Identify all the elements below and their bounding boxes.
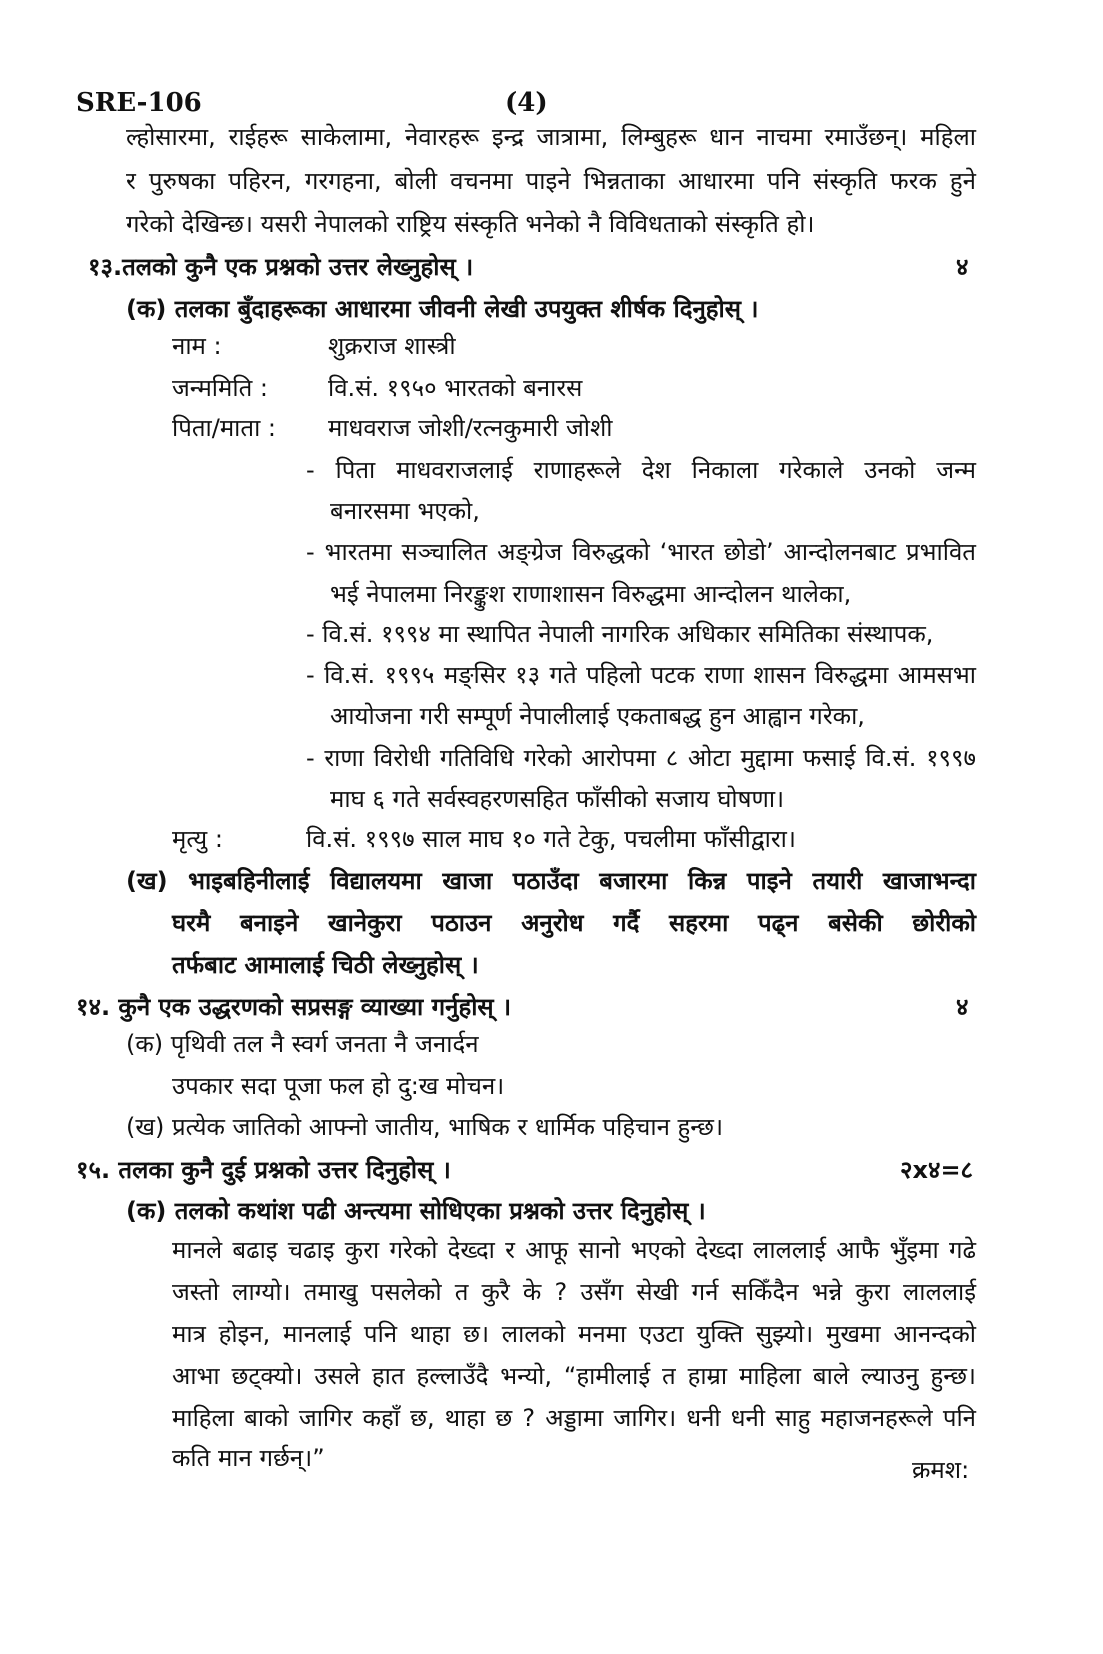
bullet-line: - भारतमा सञ्चालित अङ्ग्रेज विरुद्धको ‘भारत छोडो’ आन्दोलनबाट प्रभावित bbox=[306, 538, 976, 566]
q14-title: १४. कुनै एक उद्धरणको सप्रसङ्ग व्याख्या गर्नुहोस् । bbox=[76, 993, 512, 1021]
name-label: नाम : bbox=[172, 332, 222, 360]
q13-kha-line: (ख) भाइबहिनीलाई विद्यालयमा खाजा पठाउँदा बजारमा किन्न पाइने तयारी खाजाभन्दा bbox=[126, 867, 976, 895]
passage-line: आभा छट्क्यो। उसले हात हल्लाउँदै भन्यो, “हामीलाई त हाम्रा माहिला बाले ल्याउनु हुन्छ। bbox=[172, 1362, 976, 1390]
passage-line: मात्र होइन, मानलाई पनि थाहा छ। लालको मनमा एउटा युक्ति सुझ्यो। मुखमा आनन्दको bbox=[172, 1320, 976, 1348]
q13-kha-line: तर्फबाट आमालाई चिठी लेख्नुहोस् । bbox=[172, 951, 479, 979]
bullet-line: - पिता माधवराजलाई राणाहरूले देश निकाला गरेकाले उनको जन्म bbox=[306, 456, 976, 484]
q15-title: १५. तलका कुनै दुई प्रश्नको उत्तर दिनुहोस् । bbox=[76, 1156, 451, 1184]
death-label: मृत्यु : bbox=[172, 825, 223, 853]
name-value: शुक्रराज शास्त्री bbox=[328, 332, 456, 360]
parents-label: पिता/माता : bbox=[172, 414, 277, 442]
passage-line: मानले बढाइ चढाइ कुरा गरेको देख्दा र आफू सानो भएको देख्दा लाललाई आफै भुँइमा गढे bbox=[172, 1236, 976, 1264]
continued-note: क्रमश: bbox=[912, 1456, 970, 1484]
q13-title: १३.तलको कुनै एक प्रश्नको उत्तर लेख्नुहोस् । bbox=[88, 253, 474, 281]
bullet-line: भई नेपालमा निरङ्कुश राणाशासन विरुद्धमा आन्दोलन थालेका, bbox=[330, 580, 852, 608]
bullet-line: - वि.सं. १९९५ मङ्सिर १३ गते पहिलो पटक राणा शासन विरुद्धमा आमसभा bbox=[306, 661, 976, 689]
page-number: (4) bbox=[505, 88, 548, 118]
parents-value: माधवराज जोशी/रत्नकुमारी जोशी bbox=[328, 414, 613, 442]
bullet-line: आयोजना गरी सम्पूर्ण नेपालीलाई एकताबद्ध हुन आह्वान गरेका, bbox=[330, 702, 865, 730]
bullet-line: बनारसमा भएको, bbox=[330, 497, 480, 525]
q14-ka-line: (क) पृथिवी तल नै स्वर्ग जनता नै जनार्दन bbox=[126, 1030, 479, 1058]
q13-marks: ४ bbox=[956, 253, 969, 281]
q15-marks: २x४=८ bbox=[900, 1156, 974, 1184]
intro-line: गरेको देखिन्छ। यसरी नेपालको राष्ट्रिय संस्कृति भनेको नै विविधताको संस्कृति हो। bbox=[126, 210, 815, 238]
bullet-line: - राणा विरोधी गतिविधि गरेको आरोपमा ८ ओटा मुद्दामा फसाई वि.सं. १९९७ bbox=[306, 744, 976, 772]
passage-line: जस्तो लाग्यो। तमाखु पसलेको त कुरै के ? उसँग सेखी गर्न सकिँदैन भन्ने कुरा लाललाई bbox=[172, 1278, 976, 1306]
q13-ka-title: (क) तलका बुँदाहरूका आधारमा जीवनी लेखी उपयुक्त शीर्षक दिनुहोस् । bbox=[126, 295, 759, 323]
q13-kha-line: घरमै बनाइने खानेकुरा पठाउन अनुरोध गर्दै सहरमा पढ्न बसेकी छोरीको bbox=[172, 909, 976, 937]
q14-marks: ४ bbox=[956, 993, 969, 1021]
bullet-line: - वि.सं. १९९४ मा स्थापित नेपाली नागरिक अधिकार समितिका संस्थापक, bbox=[306, 620, 934, 648]
bullet-line: माघ ६ गते सर्वस्वहरणसहित फाँसीको सजाय घोषणा। bbox=[330, 785, 785, 813]
q14-ka-line: उपकार सदा पूजा फल हो दु:ख मोचन। bbox=[172, 1072, 505, 1100]
paper-code: SRE-106 bbox=[76, 88, 202, 118]
q15-ka-title: (क) तलको कथांश पढी अन्त्यमा सोधिएका प्रश्नको उत्तर दिनुहोस् । bbox=[126, 1197, 706, 1225]
intro-line: ल्होसारमा, राईहरू साकेलामा, नेवारहरू इन्द्र जात्रामा, लिम्बुहरू धान नाचमा रमाउँछन्। महिला bbox=[126, 123, 976, 151]
birth-label: जन्ममिति : bbox=[172, 374, 268, 402]
intro-line: र पुरुषका पहिरन, गरगहना, बोली वचनमा पाइने भिन्नताका आधारमा पनि संस्कृति फरक हुने bbox=[126, 167, 976, 195]
q14-kha: (ख) प्रत्येक जातिको आफ्नो जातीय, भाषिक र धार्मिक पहिचान हुन्छ। bbox=[126, 1113, 724, 1141]
passage-line: कति मान गर्छन्।” bbox=[172, 1444, 325, 1472]
death-value: वि.सं. १९९७ साल माघ १० गते टेकु, पचलीमा फाँसीद्वारा। bbox=[306, 825, 796, 853]
passage-line: माहिला बाको जागिर कहाँ छ, थाहा छ ? अड्डामा जागिर। धनी धनी साहु महाजनहरूले पनि bbox=[172, 1404, 976, 1432]
birth-value: वि.सं. १९५० भारतको बनारस bbox=[328, 374, 583, 402]
